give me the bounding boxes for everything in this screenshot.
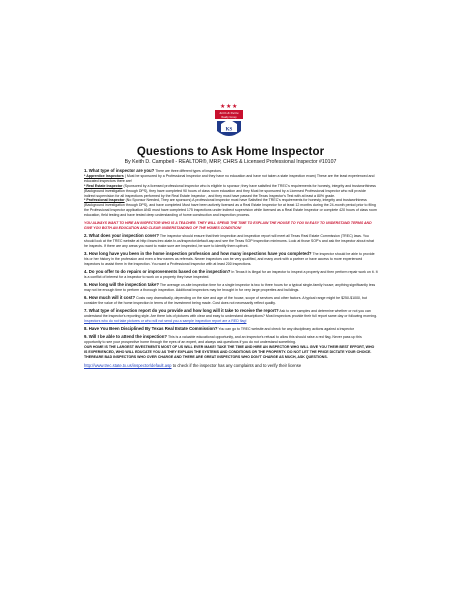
section-5 bbox=[84, 283, 378, 293]
section-3 bbox=[84, 252, 378, 267]
section-8 bbox=[84, 327, 378, 332]
svg-text:★: ★ bbox=[226, 103, 232, 110]
real-estate-text: (Sponsored by a licensed professional inspector who is eligible to sponsor; they have satisfied the TREC's requirements for honesty, integrity and trustworthiness (Background investigation through DPS), they have completed 90 hours of class room education and they Must be sponsored by a Licensed Professional Inspector who will provide indirect supervision for all inspections performed by the Real Estate Inspector , and they must have passed the Texas Inspector's Test with at least a 80% grade. bbox=[84, 183, 376, 198]
real-estate-label: * Real Estate Inspector bbox=[84, 183, 123, 188]
professional-label: * Professional Inspector bbox=[84, 198, 125, 203]
question-1: 1. What type of inspector are you? bbox=[84, 168, 155, 173]
report-red-flag-link[interactable]: Inspectors who do not take pictures or who will not send you a sample inspection report are a RED flag! bbox=[84, 318, 247, 323]
realty-logo bbox=[211, 103, 247, 141]
apprentice-text: ( Must be sponsored by a Professional Inspector and they have no education and have not taken a state inspection exam) These are the least experienced and educated inspectors there are! bbox=[84, 173, 375, 183]
section-1 bbox=[84, 169, 378, 218]
trec-verify-line bbox=[84, 363, 378, 369]
closing-advice: OUR HOME IS THE LARGEST INVESTMENTS MOST OF US WILL EVER MAKE! TAKE THE TIME AND HIRE AN INSPECTOR WHO WILL GIVE YOU THEIR BEST EFFORT, WHO IS EXPERIENCED, WHO WILL EDUCATE YOU AS THEY EXPLAIN THE SYSTEMS AND CONDITIONS OR THE PROPERTY. DO NOT LET THE PRICE DICTATE YOUR CHOICE. THEREARE BAD INSPECTORS WHO OVER CHARGE AND THERE ARE GREAT INSPECTORS WHO DON'T CHARGE AS MUCH, ASK QUESTIONS. bbox=[84, 344, 375, 359]
author-byline: By Keith D. Campbell - REALTOR®, MRP, CHRS & Licensed Professional Inspector #10107 bbox=[124, 159, 337, 165]
teacher-warning: YOU ALWAYS WANT TO HIRE AN INSPECTOR WHO IS A TEACHER. THEY WILL SPEND THE TIME TO EXPLAIN THE HOUSE TO YOU IN EASY TO UNDERSTAND TERMS AND GIVE YOU BOTH AN EDUCATION AND CLEAR UNDERSTANDING OF THE HOMES CONDITION! bbox=[84, 221, 372, 231]
answer-4: In Texas it is illegal for an inspector to inspect a property and then perform repair work on it. It is a conflict of interest for a inspector to work on a property they have inspected. bbox=[84, 270, 378, 279]
logo-mark: KS bbox=[225, 127, 233, 133]
answer-8: You can go to TREC website and check for any disciplinary actions against a inspector bbox=[218, 326, 355, 331]
page-title: Questions to Ask Home Inspector bbox=[136, 146, 325, 158]
question-1-note: There are three different types of inspectors. bbox=[155, 169, 222, 173]
professional-text: (No Sponsor Needed, They are sponsors) A professional inspector must have Satisfied the TREC's requirements for honesty, integrity and trustworthiness (Background investigation through DPS), and have completed Must have been actively licensed as a Real Estate Inspector for at least 12 months during the 24-month period prior to filing the Professional Inspector application AND must have completed 175 inspections under indirect supervision while licensed as a Real Estate Inspector or complete 420 hours of class room education, field testing and have tested deep understanding of home construction and inspection process. bbox=[84, 198, 377, 218]
question-4: 4. Do you offer to do repairs or improvements based on the inspection? bbox=[84, 269, 231, 275]
apprentice-label: * Apprentice Inspectors bbox=[84, 173, 124, 178]
section-4 bbox=[84, 270, 378, 280]
logo-text-top: Keith & Sheila bbox=[219, 111, 239, 116]
question-6: 6. How much will it cost? bbox=[84, 295, 136, 301]
section-6 bbox=[84, 296, 378, 306]
section-2 bbox=[84, 234, 378, 249]
answer-3: The inspector should be able to provide his or her history in the profession and even a few names as referrals. Newer inspectors can be very qualified, and many work with a partner or have access to more experienced inspectors to assist them in the inspection. You want a Professional Inspector with at least 200 inspections. bbox=[84, 252, 375, 266]
answer-6: Costs vary dramatically, depending on the size and age of the house, scope of services and other factors. A typical range might be $250-$1000, but consider the value of the home inspection in terms of the investment being made. Cost does not necessarily reflect quality. bbox=[84, 296, 367, 305]
answer-9: This is a valuable educational opportunity, and an inspector's refusal to allow this should raise a red flag. Never pass up this opportunity to see your prospective home through the eyes of an expert, and always ask questions if you do not understand something. bbox=[84, 335, 362, 344]
svg-text:★: ★ bbox=[220, 103, 226, 110]
section-9 bbox=[84, 335, 378, 360]
question-8: 8. Have You Been Disciplined By Texas Real Estate Commission? bbox=[84, 325, 218, 331]
section-7 bbox=[84, 309, 378, 324]
answer-5: The average on-site inspection time for a single inspector is two to three hours for a typical single-family house; anything significantly less may not be enough time to perform a thorough inspection. Additional inspectors may be brought in for very large properties and buildings. bbox=[84, 283, 376, 292]
question-9: 9. Will I be able to attend the inspection? bbox=[84, 334, 168, 340]
question-5: 5. How long will the inspection take? bbox=[84, 282, 159, 288]
svg-text:★: ★ bbox=[232, 103, 238, 110]
answer-7: Ask to see samples and determine whether or not you can understand the inspector's reporting style. Are there lots of pictures with clear and easy to understand descriptions? Most inspectors provide their full report same day or following morning. bbox=[84, 309, 378, 318]
trec-link[interactable]: http://www.trec.state.tx.us/inspector/default.asp bbox=[84, 362, 172, 368]
trec-link-text: to check if the inspector has any complaints and to verify their license bbox=[172, 362, 302, 368]
document-body bbox=[84, 169, 378, 371]
answer-2: The inspector should ensure that their inspection and inspection report will meet all Texas Real Estate Commission (TREC) laws. You should look at the TREC website at http://www.trec.state.tx.us/inspector/default.asp and see the Texas SOP inspection minimums. Look at those SOP's and ask the inspector about what he inspects. If there are any areas you want to make sure are inspected, be sure to identify them upfront. bbox=[84, 234, 374, 249]
question-7: 7. What type of inspection report do you provide and how long will it take to receive the report? bbox=[84, 308, 279, 314]
logo-text-bottom: Realty Group bbox=[221, 115, 237, 119]
question-2: 2. What does your inspection cover? bbox=[84, 233, 159, 239]
question-3: 3. How long have you been in the home inspection profession and how many inspections have you completed? bbox=[84, 251, 312, 257]
